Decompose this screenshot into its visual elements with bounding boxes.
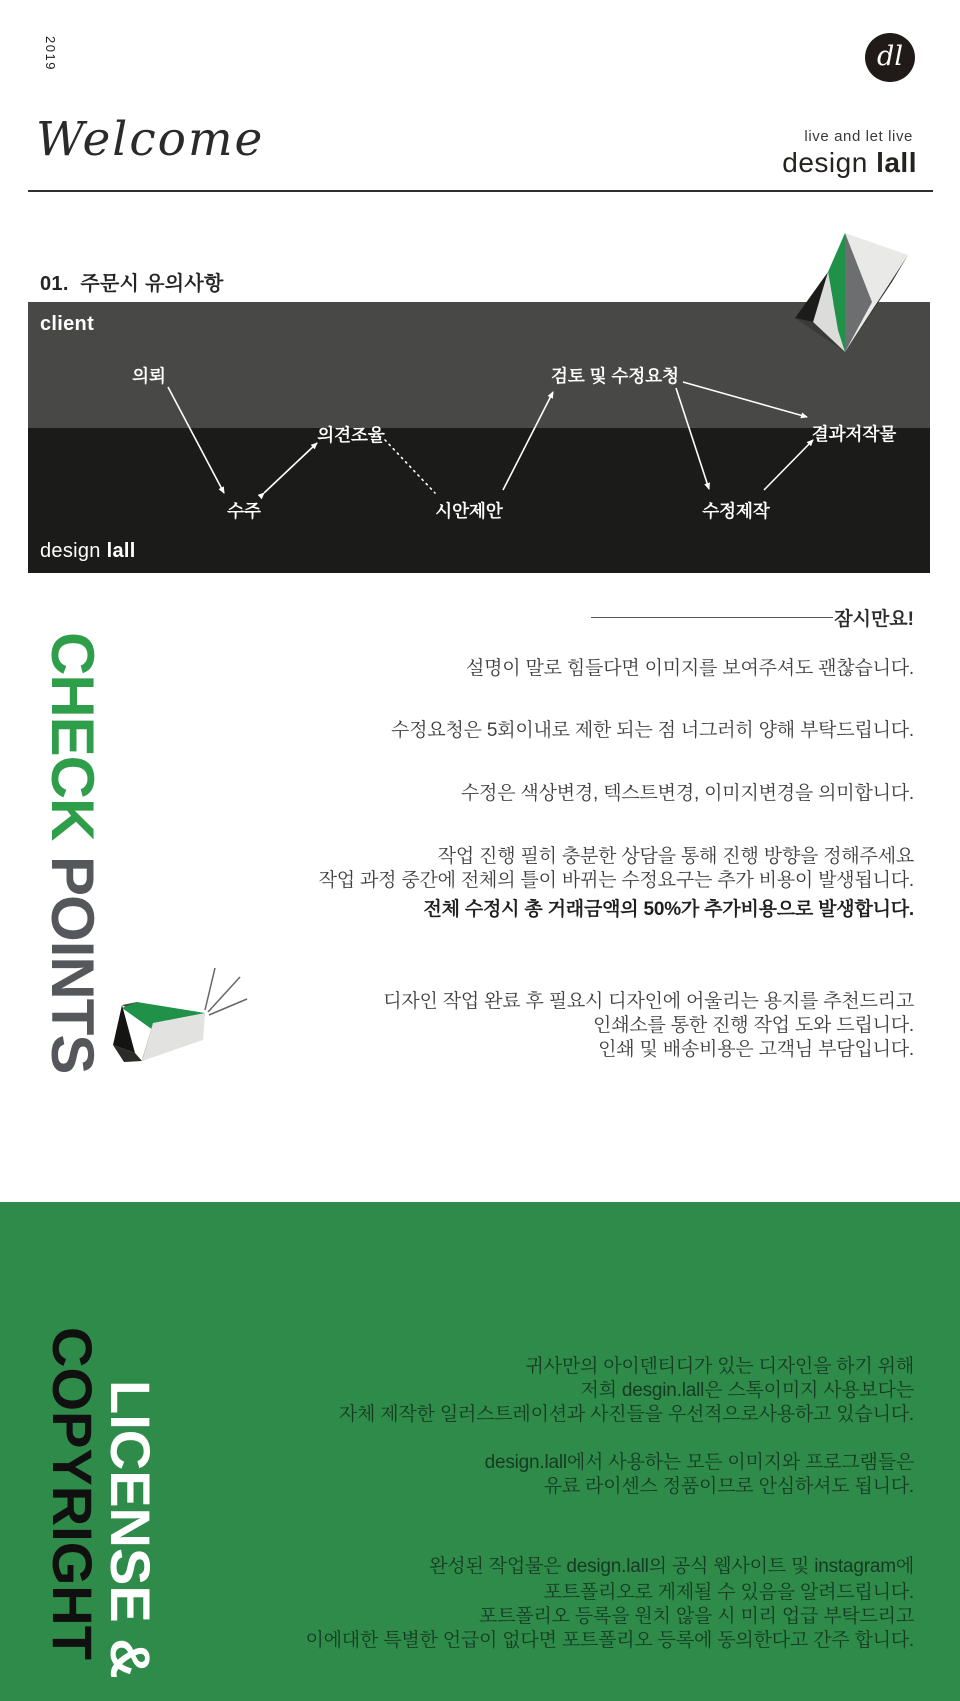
studio-label-bold: lall (106, 540, 136, 562)
node-sian: 시안제안 (435, 501, 503, 521)
megaphone-icon (100, 950, 260, 1075)
section-title: 주문시 유의사항 (80, 273, 224, 295)
checkpoint-line: 작업 진행 필히 충분한 상담을 통해 진행 방향을 정해주세요 (437, 846, 914, 867)
welcome-script: Welcome (36, 112, 265, 167)
arrow-sian-geomto (503, 392, 553, 490)
brand-name-light: design (782, 147, 877, 178)
checkpoint-line: 디자인 작업 완료 후 필요시 디자인에 어울리는 용지를 추천드리고 (383, 991, 914, 1012)
section-heading (40, 267, 224, 296)
brand-name (782, 147, 917, 179)
gem-icon (780, 210, 940, 360)
license-line: 저희 desgin.lall은 스톡이미지 사용보다는 (580, 1380, 914, 1401)
license-line: 유료 라이센스 정품이므로 안심하셔도 됩니다. (543, 1476, 914, 1497)
arrow-sujeong-gyeolgwa (764, 440, 813, 490)
license-line: 포트폴리오 등록을 원치 않을 시 미리 업급 부탁드리고 (479, 1606, 914, 1627)
node-sujeong: 수정제작 (702, 501, 770, 521)
checkpoint-line: 작업 과정 중간에 전체의 틀이 바뀌는 수정요구는 추가 비용이 발생됩니다. (318, 870, 914, 891)
checkpoints-label-points: POINTS (39, 840, 106, 1074)
license-vertical-label-license: LICENSE & (99, 1380, 162, 1679)
callout-rule (591, 617, 833, 618)
logo-monogram: dl (877, 40, 903, 72)
checkpoint-line: 설명이 말로 힘들다면 이미지를 보여주셔도 괜찮습니다. (465, 658, 914, 679)
checkpoint-line-emphasis: 전체 수정시 총 거래금액의 50%가 추가비용으로 발생합니다. (423, 899, 914, 920)
checkpoint-line: 수정은 색상변경, 텍스트변경, 이미지변경을 의미합니다. (460, 783, 914, 804)
header-divider (28, 190, 933, 192)
brand-name-bold: lall (876, 147, 917, 178)
license-line: 이에대한 특별한 언급이 없다면 포트폴리오 등록에 동의한다고 간주 합니다. (305, 1630, 914, 1651)
checkpoint-line: 수정요청은 5회이내로 제한 되는 점 너그러히 양해 부탁드립니다. (390, 720, 914, 741)
node-geomto: 검토 및 수정요청 (550, 366, 680, 386)
section-number: 01. (40, 273, 69, 295)
client-lane-label: client (40, 313, 95, 335)
arrow-uirye-suju (168, 387, 224, 493)
license-line: 포트폴리오로 게제될 수 있음을 알려드립니다. (543, 1582, 914, 1603)
brand-logo (865, 33, 915, 82)
checkpoint-line: 인쇄 및 배송비용은 고객님 부담입니다. (598, 1039, 914, 1060)
arrow-geomto-sujeong (676, 388, 709, 489)
node-uigyeon: 의견조율 (317, 425, 385, 445)
checkpoints-vertical-label (39, 632, 106, 1074)
license-line: 자체 제작한 일러스트레이션과 사진들을 우선적으로사용하고 있습니다. (338, 1404, 914, 1425)
license-line: 완성된 작업물은 design.lall의 공식 웹사이트 및 instagram에 (429, 1556, 914, 1577)
year-label: 2019 (43, 36, 58, 71)
node-uirye: 의뢰 (132, 366, 166, 386)
arrow-geomto-gyeolgwa (683, 382, 807, 417)
node-suju: 수주 (227, 501, 261, 521)
license-vertical-label-copyright: COPYRIGHT (41, 1327, 104, 1660)
license-line: 귀사만의 아이덴티디가 있는 디자인을 하기 위해 (525, 1356, 914, 1377)
dashed-uigyeon-sian (385, 440, 435, 493)
brand-tagline: live and let live (804, 128, 913, 145)
arrow-suju-uigyeon (264, 443, 317, 493)
node-gyeolgwa: 결과저작물 (811, 424, 897, 444)
checkpoints-label-check: CHECK (39, 632, 106, 841)
studio-label-light: design (40, 540, 107, 562)
callout-text: 잠시만요! (834, 609, 914, 630)
checkpoint-line: 인쇄소를 통한 진행 작업 도와 드립니다. (593, 1015, 914, 1036)
license-line: design.lall에서 사용하는 모든 이미지와 프로그램들은 (484, 1452, 914, 1473)
